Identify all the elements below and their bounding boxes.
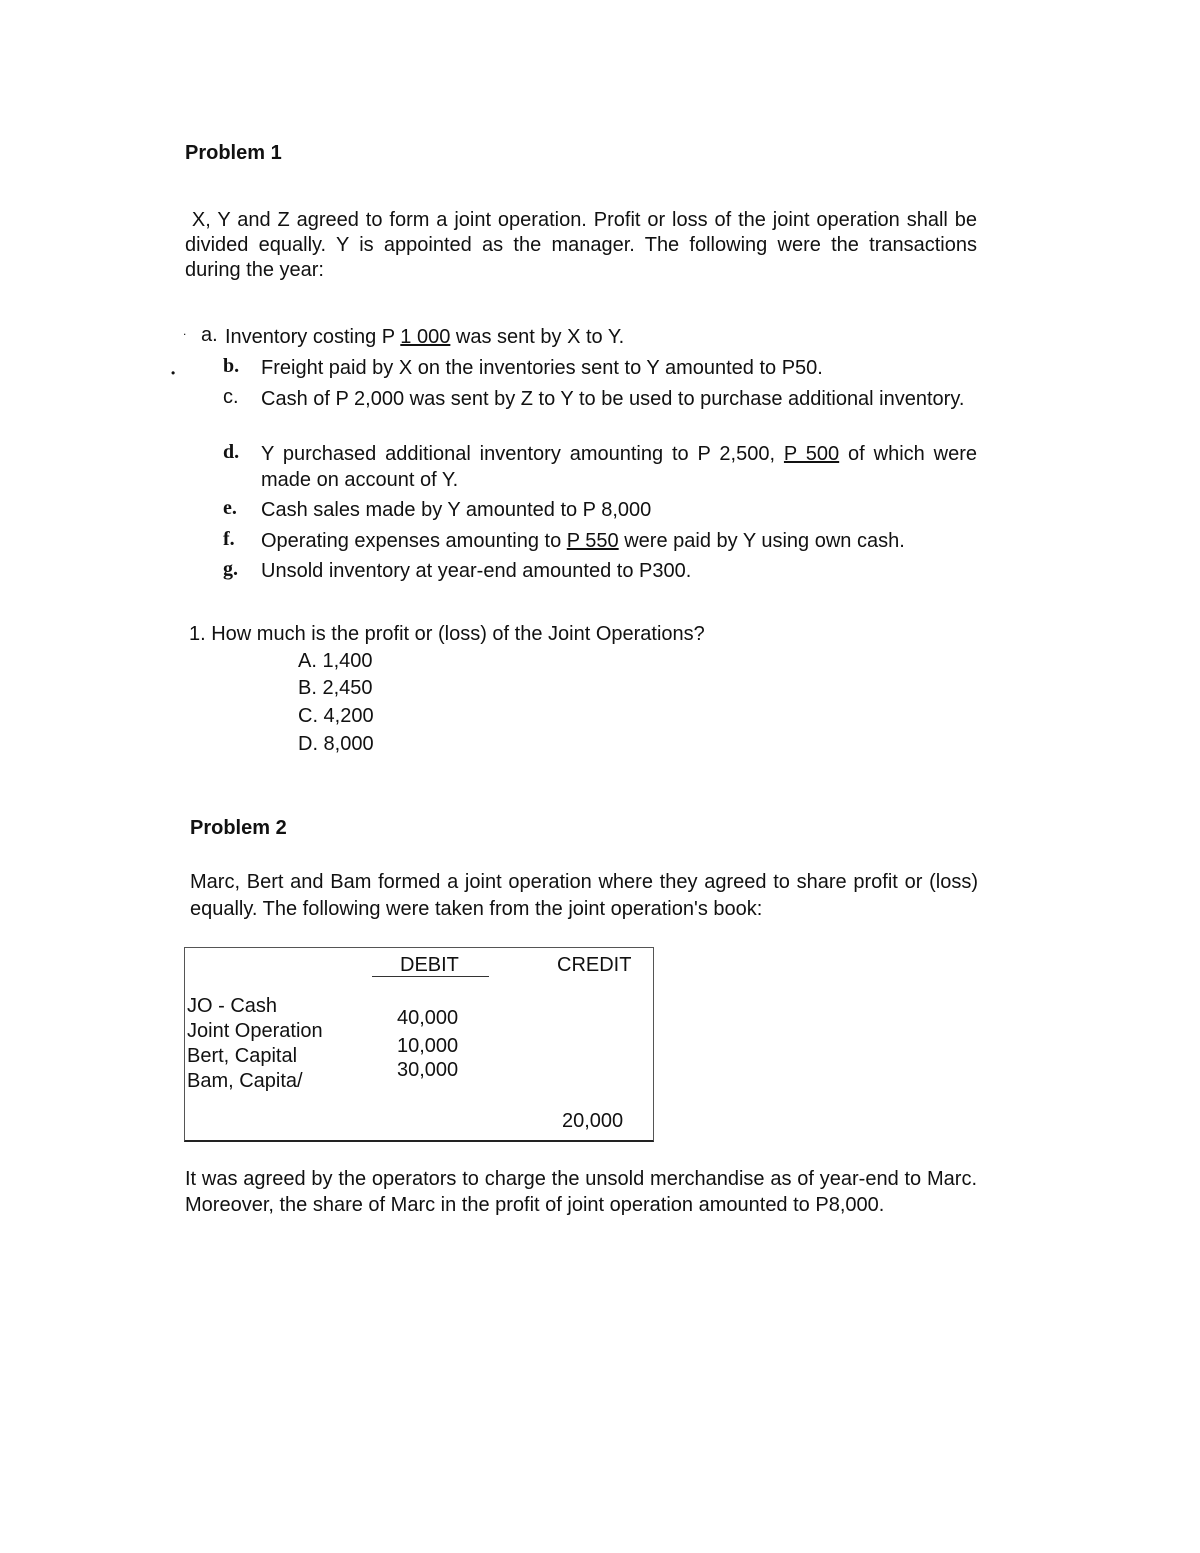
- problem-2-intro: Marc, Bert and Bam formed a joint operation where they agreed to share profit or (loss) equally. The following were taken from the joint operation's book:: [190, 871, 978, 920]
- item-label: f.: [223, 528, 235, 550]
- problem-2-title: Problem 2: [190, 817, 287, 839]
- account-name: Bam, Capita/: [187, 1070, 303, 1092]
- question-1: 1. How much is the profit or (loss) of the Joint Operations?: [189, 623, 705, 645]
- problem-1-title: Problem 1: [185, 142, 282, 164]
- credit-amount: 20,000: [562, 1110, 624, 1132]
- problem-1-intro: [185, 208, 977, 283]
- option-a: A. 1,400: [298, 650, 373, 672]
- transaction-item-e: Cash sales made by Y amounted to P 8,000: [261, 499, 652, 521]
- stray-dot: •: [171, 366, 176, 380]
- stray-dot: .: [183, 324, 187, 338]
- transaction-item-a: Inventory costing P 1 000 was sent by X to Y.: [225, 326, 625, 348]
- item-label: c.: [223, 386, 239, 408]
- account-name: Bert, Capital: [187, 1045, 298, 1067]
- debit-amount: 10,000: [397, 1035, 459, 1057]
- account-name: Joint Operation: [187, 1020, 323, 1042]
- item-label: b.: [223, 355, 240, 377]
- item-label: g.: [223, 558, 238, 580]
- transaction-item-c: Cash of P 2,000 was sent by Z to Y to be used to purchase additional inventory.: [261, 388, 965, 410]
- option-b: B. 2,450: [298, 677, 373, 699]
- problem-2-closing: It was agreed by the operators to charge the unsold merchandise as of year-end to Marc. Moreover, the share of Marc in the profit of joint operation amounted to P8,000.: [185, 1168, 977, 1216]
- transaction-item-b: Freight paid by X on the inventories sent to Y amounted to P50.: [261, 357, 823, 379]
- transaction-item-g: Unsold inventory at year-end amounted to P300.: [261, 560, 692, 582]
- item-label: a.: [201, 324, 218, 346]
- item-label: e.: [223, 497, 237, 519]
- debit-header: DEBIT: [400, 954, 459, 976]
- debit-amount: 40,000: [397, 1007, 459, 1029]
- transaction-item-f: Operating expenses amounting to P 550 were paid by Y using own cash.: [261, 530, 905, 552]
- debit-amount: 30,000: [397, 1059, 459, 1081]
- option-d: D. 8,000: [298, 733, 374, 755]
- problem-1-intro-text: X, Y and Z agreed to form a joint operation. Profit or loss of the joint operation shall be divided equally. Y is appointed as the manager. The following were the transactions during the year:: [185, 209, 977, 281]
- item-label: d.: [223, 441, 240, 463]
- credit-header: CREDIT: [557, 954, 632, 976]
- account-name: JO - Cash: [187, 995, 278, 1017]
- debit-header-underline: [372, 976, 489, 977]
- transaction-item-d: Y purchased additional inventory amounting to P 2,500, P 500 of which were made on account of Y.: [261, 443, 977, 491]
- option-c: C. 4,200: [298, 705, 374, 727]
